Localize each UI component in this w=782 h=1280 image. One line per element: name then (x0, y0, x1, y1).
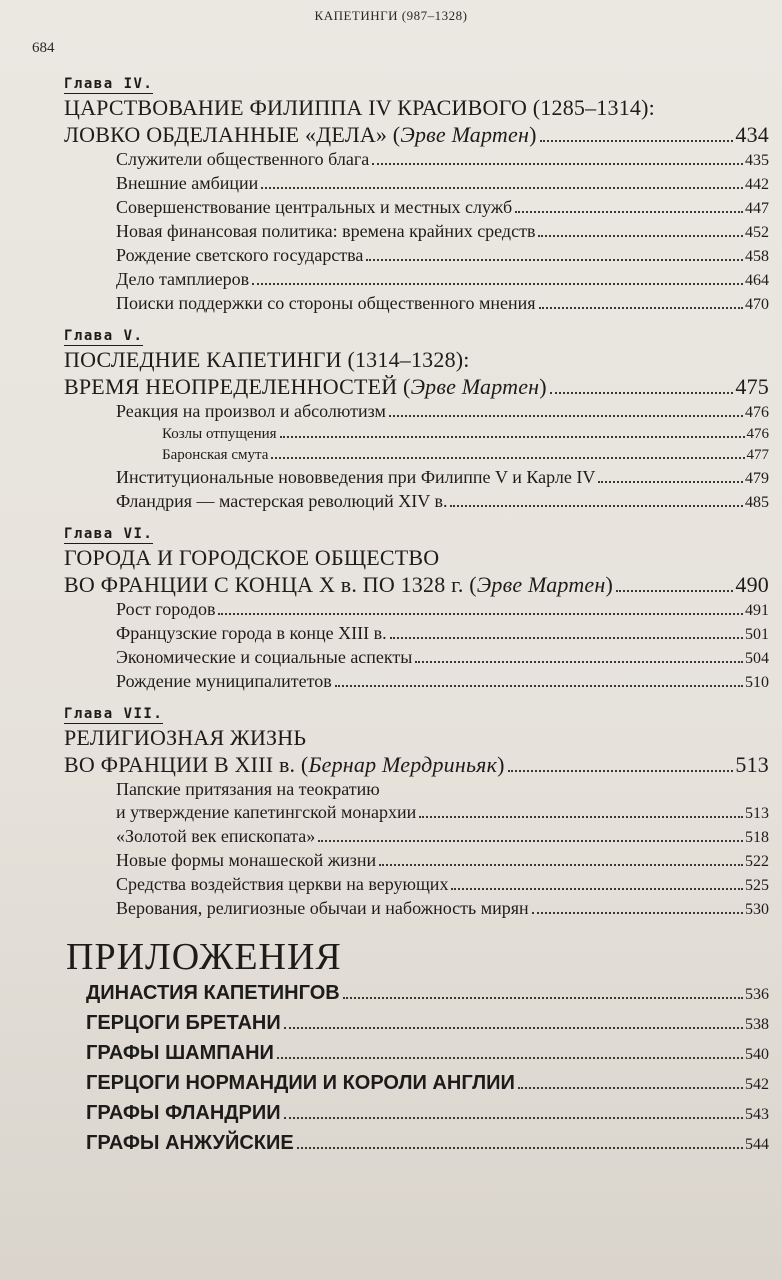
appendix-entry (64, 979, 769, 1009)
appendix-entry (64, 1009, 769, 1039)
entry-page: 452 (745, 224, 769, 241)
entry-title: ГРАФЫ ШАМПАНИ (86, 1042, 274, 1064)
leader-dots (515, 211, 743, 213)
toc-entry (64, 646, 769, 670)
chapter-title-close: ) (529, 122, 537, 147)
chapter-title (64, 94, 769, 148)
leader-dots (335, 685, 743, 687)
leader-dots (366, 259, 743, 261)
appendix-block (64, 935, 769, 1159)
leader-dots (532, 912, 743, 914)
chapter-author: Эрве Мартен (410, 374, 540, 399)
entry-page: 544 (745, 1136, 769, 1153)
leader-dots (284, 1027, 743, 1029)
chapter-author: Бернар Мердриньяк (308, 752, 498, 777)
entry-page: 458 (745, 248, 769, 265)
toc-entry (64, 825, 769, 849)
leader-dots (372, 163, 743, 165)
entry-title: Новые формы монашеской жизни (116, 850, 377, 870)
chapter-title-line: ПОСЛЕДНИЕ КАПЕТИНГИ (1314–1328): (64, 347, 470, 372)
entry-page: 476 (746, 426, 769, 442)
leader-dots (540, 140, 734, 142)
entry-page: 491 (745, 602, 769, 619)
entry-page: 525 (745, 877, 769, 894)
chapter-block (64, 520, 769, 694)
toc-entry (64, 268, 769, 292)
entry-page: 543 (745, 1106, 769, 1123)
toc-entry-first-line: Папские притязания на теократию (116, 779, 380, 799)
entry-title: Рост городов (116, 599, 216, 619)
entry-page: 522 (745, 853, 769, 870)
chapter-title-line (64, 571, 769, 598)
toc-entry (64, 466, 769, 490)
entry-page: 540 (745, 1046, 769, 1063)
leader-dots (539, 307, 743, 309)
leader-dots (252, 283, 743, 285)
entry-page: 485 (745, 494, 769, 511)
leader-dots (390, 637, 743, 639)
toc-entry (64, 849, 769, 873)
chapter-block (64, 322, 769, 514)
leader-dots (450, 505, 743, 507)
leader-dots (284, 1117, 743, 1119)
toc-entry (64, 873, 769, 897)
entry-page: 530 (745, 901, 769, 918)
appendix-entry (64, 1069, 769, 1099)
leader-dots (280, 436, 745, 438)
entry-title: Баронская смута (162, 447, 269, 463)
leader-dots (389, 415, 743, 417)
leader-dots (277, 1057, 743, 1059)
toc-entry (64, 148, 769, 172)
appendix-entry (64, 1039, 769, 1069)
entry-title: Служители общественного блага (116, 149, 370, 169)
entry-page: 501 (745, 626, 769, 643)
appendix-entry (64, 1099, 769, 1129)
chapter-title-text: ВО ФРАНЦИИ С КОНЦА X в. ПО 1328 г. ( (64, 572, 477, 597)
entry-page: 476 (745, 404, 769, 421)
leader-dots (616, 590, 733, 592)
chapter-title-close: ) (605, 572, 614, 597)
toc-subentry (64, 445, 769, 466)
chapter-title-line (64, 373, 769, 400)
toc-entry (64, 244, 769, 268)
leader-dots (297, 1147, 743, 1149)
running-head: КАПЕТИНГИ (987–1328) (314, 8, 468, 23)
entry-title: Французские города в конце XIII в. (116, 623, 387, 643)
toc-entry (64, 196, 769, 220)
chapter-title-text: ЛОВКО ОБДЕЛАННЫЕ «ДЕЛА» ( (64, 122, 401, 147)
toc-entry (64, 622, 769, 646)
chapter-title-text: ВО ФРАНЦИИ В XIII в. ( (64, 752, 309, 777)
chapter-author: Эрве Мартен (476, 572, 606, 597)
entry-page: 513 (745, 805, 769, 822)
entry-page: 464 (745, 272, 769, 289)
chapter-title (64, 346, 769, 400)
entry-title: ГЕРЦОГИ БРЕТАНИ (86, 1012, 281, 1034)
entry-title: «Золотой век епископата» (116, 826, 316, 846)
toc-entry (64, 801, 769, 825)
chapter-author: Эрве Мартен (400, 122, 530, 147)
entry-title: Экономические и социальные аспекты (116, 647, 413, 667)
entry-title: Верования, религиозные обычаи и набожность мирян (116, 898, 529, 918)
leader-dots (538, 235, 743, 237)
appendix-title: ПРИЛОЖЕНИЯ (66, 936, 342, 978)
leader-dots (271, 457, 744, 459)
entry-page: 447 (745, 200, 769, 217)
toc-entry (64, 292, 769, 316)
entry-page: 504 (745, 650, 769, 667)
chapter-page: 490 (735, 572, 769, 597)
entry-title: ГРАФЫ ФЛАНДРИИ (86, 1102, 281, 1124)
leader-dots (451, 888, 743, 890)
entry-page: 435 (745, 152, 769, 169)
chapter-label: Глава VI. (64, 526, 154, 542)
chapter-title-line (64, 121, 769, 148)
toc-entry (64, 670, 769, 694)
page-number: 684 (32, 40, 55, 56)
chapter-title-close: ) (539, 374, 547, 399)
toc-entry (64, 490, 769, 514)
leader-dots (518, 1087, 743, 1089)
chapter-title-text: ВРЕМЯ НЕОПРЕДЕЛЕННОСТЕЙ ( (64, 374, 411, 399)
entry-title: и утверждение капетингской монархии (116, 802, 417, 822)
entry-title: Поиски поддержки со стороны общественного мнения (116, 293, 536, 313)
entry-title: Средства воздействия церкви на верующих (116, 874, 449, 894)
leader-dots (550, 392, 734, 394)
entry-title: ДИНАСТИЯ КАПЕТИНГОВ (86, 982, 340, 1004)
entry-title: Рождение муниципалитетов (116, 671, 332, 691)
chapter-title-line (64, 751, 769, 778)
chapter-title-line: РЕЛИГИОЗНАЯ ЖИЗНЬ (64, 725, 307, 750)
entry-title: Внешние амбиции (116, 173, 259, 193)
chapter-page: 434 (735, 122, 769, 147)
chapter-page: 513 (735, 752, 769, 777)
entry-page: 542 (745, 1076, 769, 1093)
entry-page: 470 (745, 296, 769, 313)
leader-dots (343, 997, 743, 999)
chapter-title (64, 724, 769, 778)
toc-entry (64, 897, 769, 921)
chapter-title-close: ) (497, 752, 505, 777)
entry-title: Дело тамплиеров (116, 269, 250, 289)
leader-dots (261, 187, 743, 189)
chapter-title-line: ЦАРСТВОВАНИЕ ФИЛИППА IV КРАСИВОГО (1285–1314): (64, 95, 655, 120)
entry-title: Фландрия — мастерская революций XIV в. (116, 491, 448, 511)
leader-dots (218, 613, 743, 615)
entry-title: Совершенствование центральных и местных служб (116, 197, 513, 217)
chapter-title-line: ГОРОДА И ГОРОДСКОЕ ОБЩЕСТВО (64, 545, 440, 570)
entry-page: 479 (745, 470, 769, 487)
chapter-label: Глава IV. (64, 76, 154, 92)
entry-page: 538 (745, 1016, 769, 1033)
entry-page: 442 (745, 176, 769, 193)
entry-page: 536 (745, 986, 769, 1003)
leader-dots (508, 770, 734, 772)
chapter-block (64, 70, 769, 316)
entry-title: Козлы отпущения (162, 426, 277, 442)
toc-entry (64, 172, 769, 196)
chapter-block (64, 700, 769, 921)
leader-dots (415, 661, 743, 663)
entry-title: Рождение светского государства (116, 245, 364, 265)
entry-page: 510 (745, 674, 769, 691)
table-of-contents (64, 70, 769, 1159)
toc-entry (64, 598, 769, 622)
toc-entry (64, 400, 769, 424)
entry-title: ГЕРЦОГИ НОРМАНДИИ И КОРОЛИ АНГЛИИ (86, 1072, 515, 1094)
toc-subentry (64, 424, 769, 445)
leader-dots (379, 864, 743, 866)
entry-page: 477 (746, 447, 769, 463)
chapter-label: Глава VII. (64, 706, 164, 722)
leader-dots (318, 840, 743, 842)
entry-title: Институциональные нововведения при Филиппе V и Карле IV (116, 467, 596, 487)
toc-entry (64, 220, 769, 244)
chapter-page: 475 (735, 374, 769, 399)
chapter-title (64, 544, 769, 598)
entry-title: ГРАФЫ АНЖУЙСКИЕ (86, 1132, 294, 1154)
entry-title: Новая финансовая политика: времена крайних средств (116, 221, 536, 241)
leader-dots (419, 816, 743, 818)
appendix-entry (64, 1129, 769, 1159)
entry-page: 518 (745, 829, 769, 846)
leader-dots (598, 481, 743, 483)
entry-title: Реакция на произвол и абсолютизм (116, 401, 386, 421)
chapter-label: Глава V. (64, 328, 144, 344)
